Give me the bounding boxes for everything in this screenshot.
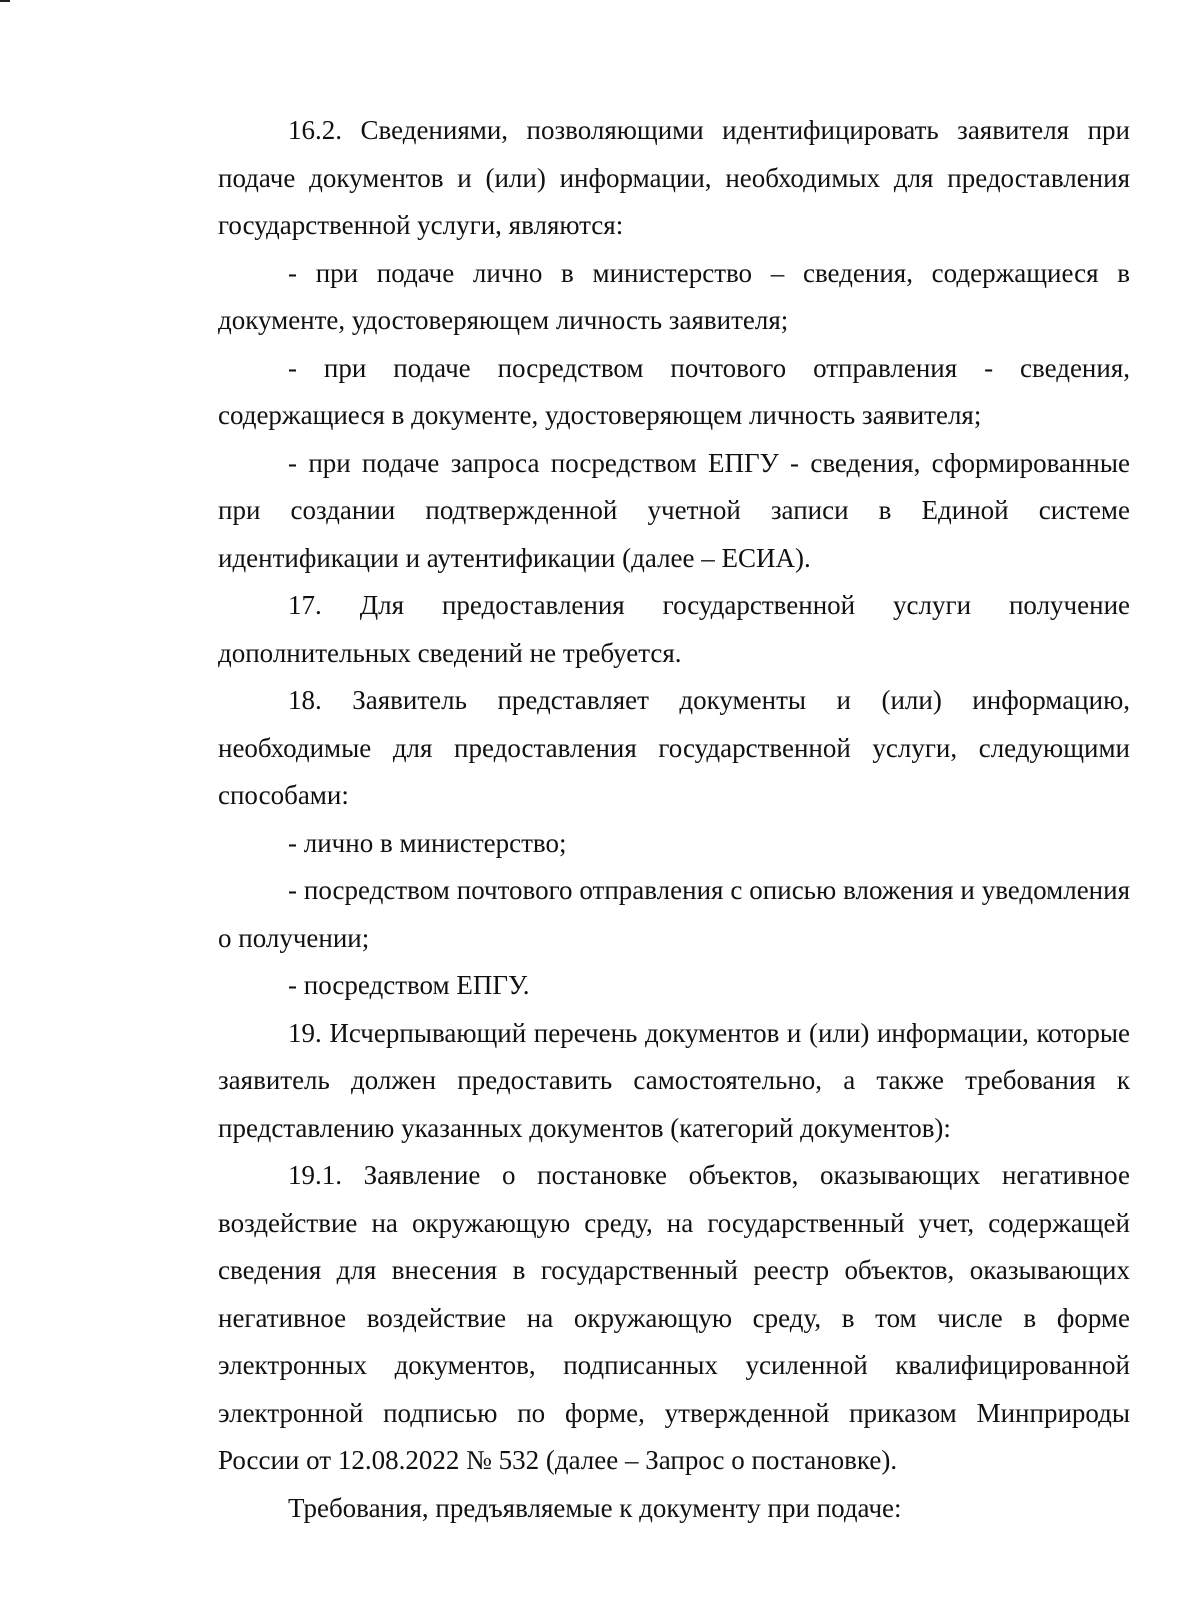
paragraph-18: 18. Заявитель представляет документы и (или) информацию, необходимые для предоставления государственной услуги, следующими способами: [218, 685, 1130, 810]
paragraph-16-2: 16.2. Сведениями, позволяющими идентифицировать заявителя при подаче документов и (или) информации, необходимых для предоставления государственной услуги, являются: [218, 115, 1130, 240]
paragraph-19-1: 19.1. Заявление о постановке объектов, оказывающих негативное воздействие на окружающую среду, на государственный учет, содержащей сведения для внесения в государственный реестр объектов, оказывающих негативное воздействие на окружающую среду, в том числе в форме электронных документов, подписанных усиленной квалифицированной электронной подписью по форме, утвержденной приказом Минприроды России от 12.08.2022 № 532 (далее – Запрос о постановке). [218, 1160, 1130, 1475]
requirements-heading: Требования, предъявляемые к документу при подаче: [288, 1492, 902, 1523]
method-by-mail: - посредством почтового отправления с описью вложения и уведомления о получении; [218, 875, 1130, 953]
list-item-epgu: - при подаче запроса посредством ЕПГУ - сведения, сформированные при создании подтвержденной учетной записи в Единой системе идентификации и аутентификации (далее – ЕСИА). [218, 447, 1130, 573]
document-body [218, 107, 1130, 1532]
list-item-by-mail: - при подаче посредством почтового отправления - сведения, содержащиеся в документе, удостоверяющем личность заявителя; [218, 352, 1130, 430]
paragraph-19: 19. Исчерпывающий перечень документов и (или) информации, которые заявитель должен предоставить самостоятельно, а также требования к представлению указанных документов (категорий документов): [218, 1017, 1130, 1143]
scan-edge-mark [0, 0, 10, 2]
method-in-person: - лично в министерство; [288, 827, 567, 858]
list-item-in-person: - при подаче лично в министерство – сведения, содержащиеся в документе, удостоверяющем личность заявителя; [218, 257, 1130, 335]
method-epgu: - посредством ЕПГУ. [288, 970, 530, 1000]
paragraph-17: 17. Для предоставления государственной услуги получение дополнительных сведений не требуется. [218, 590, 1130, 668]
